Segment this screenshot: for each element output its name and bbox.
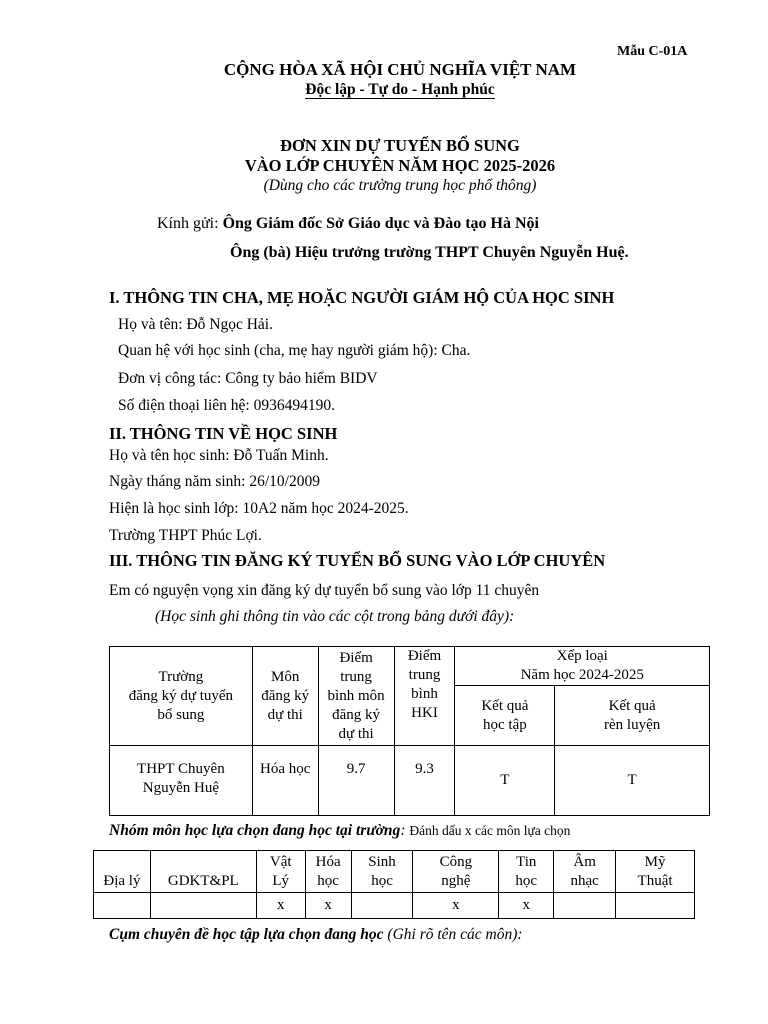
cell-conduct: T [555, 746, 710, 816]
subject-mark [150, 893, 256, 919]
section3-heading: III. THÔNG TIN ĐĂNG KÝ TUYỂN BỔ SUNG VÀO LỚP CHUYÊN [109, 551, 606, 570]
subject-mark: x [256, 893, 305, 919]
country-name: CỘNG HÒA XÃ HỘI CHỦ NGHĨA VIỆT NAM [223, 60, 577, 79]
group-hint: Đánh dấu x các môn lựa chọn [409, 823, 571, 838]
section1-heading: I. THÔNG TIN CHA, MẸ HOẶC NGƯỜI GIÁM HỘ CỦA HỌC SINH [109, 288, 615, 307]
table-row [94, 893, 695, 919]
subject-header: Công nghệ [413, 851, 499, 893]
section3-line1: Em có nguyện vọng xin đăng ký dự tuyển bổ sung vào lớp 11 chuyên [109, 582, 540, 599]
section2-line: Trường THPT Phúc Lợi. [109, 527, 262, 544]
recipient-2: Ông (bà) Hiệu trưởng trường THPT Chuyên Nguyễn Huệ. [230, 244, 629, 261]
cluster-label [109, 926, 523, 944]
subject-mark [554, 893, 616, 919]
subject-header: Tin học [499, 851, 554, 893]
cell-study: T [455, 746, 555, 816]
subject-header: Địa lý [94, 851, 151, 893]
title-subtitle: (Dùng cho các trường trung học phổ thông) [263, 177, 537, 194]
cell-school: THPT Chuyên Nguyễn Huệ [110, 746, 253, 816]
motto-text: Độc lập - Tự do - Hạnh phúc [305, 81, 495, 98]
subject-header: Âm nhạc [554, 851, 616, 893]
subject-mark: x [413, 893, 499, 919]
registration-table [109, 646, 710, 816]
header-school: Trường đăng ký dự tuyển bổ sung [110, 647, 253, 746]
subject-mark [616, 893, 695, 919]
subject-mark [351, 893, 413, 919]
title-line1: ĐƠN XIN DỰ TUYỂN BỔ SUNG [280, 136, 520, 155]
recipient-prefix: Kính gửi: [157, 215, 223, 232]
cluster-hint: (Ghi rõ tên các môn): [383, 926, 523, 943]
recipient-1 [157, 215, 539, 233]
subject-group-table [93, 850, 695, 919]
subject-mark: x [499, 893, 554, 919]
subject-header: Mỹ Thuật [616, 851, 695, 893]
section2-line: Họ và tên học sinh: Đỗ Tuấn Minh. [109, 447, 329, 464]
header-score: Điểm trung bình môn đăng ký dự thi [318, 647, 394, 746]
subject-header: Vật Lý [256, 851, 305, 893]
cell-hki: 9.3 [394, 746, 455, 816]
section1-line: Quan hệ với học sinh (cha, mẹ hay người giám hộ): Cha. [118, 342, 471, 359]
subject-header: Sinh học [351, 851, 413, 893]
group-label: Nhóm môn học lựa chọn đang học tại trường: Đánh dấu x các môn lựa chọn [109, 822, 571, 839]
recipient-1-text: Ông Giám đốc Sở Giáo dục và Đào tạo Hà Nội [222, 215, 539, 232]
section1-line: Số điện thoại liên hệ: 0936494190. [118, 397, 335, 414]
section1-line: Đơn vị công tác: Công ty bảo hiểm BIDV [118, 370, 378, 387]
table-row [110, 746, 710, 816]
section3-note: (Học sinh ghi thông tin vào các cột trong bảng dưới đây): [155, 608, 515, 625]
title-line2: VÀO LỚP CHUYÊN NĂM HỌC 2025-2026 [244, 156, 556, 175]
subject-mark: x [305, 893, 351, 919]
cell-subject: Hóa học [252, 746, 318, 816]
header-subject: Môn đăng ký dự thi [252, 647, 318, 746]
section2-heading: II. THÔNG TIN VỀ HỌC SINH [109, 424, 338, 443]
cell-score: 9.7 [318, 746, 394, 816]
subject-header: Hóa học [305, 851, 351, 893]
header-hki: Điểm trung bình HKI [394, 647, 455, 746]
group-label-text: Nhóm môn học lựa chọn đang học tại trường [109, 822, 401, 839]
form-code: Mẫu C-01A [617, 44, 688, 59]
section2-line: Ngày tháng năm sinh: 26/10/2009 [109, 473, 320, 490]
section1-line: Họ và tên: Đỗ Ngọc Hải. [118, 316, 273, 333]
header-conduct-result: Kết quả rèn luyện [555, 686, 710, 746]
motto [0, 81, 768, 99]
subject-header: GDKT&PL [150, 851, 256, 893]
header-study-result: Kết quả học tập [455, 686, 555, 746]
section2-line: Hiện là học sinh lớp: 10A2 năm học 2024-2025. [109, 500, 409, 517]
header-rank: Xếp loại Năm học 2024-2025 [455, 647, 710, 686]
subject-mark [94, 893, 151, 919]
cluster-label-text: Cụm chuyên đề học tập lựa chọn đang học [109, 926, 384, 943]
